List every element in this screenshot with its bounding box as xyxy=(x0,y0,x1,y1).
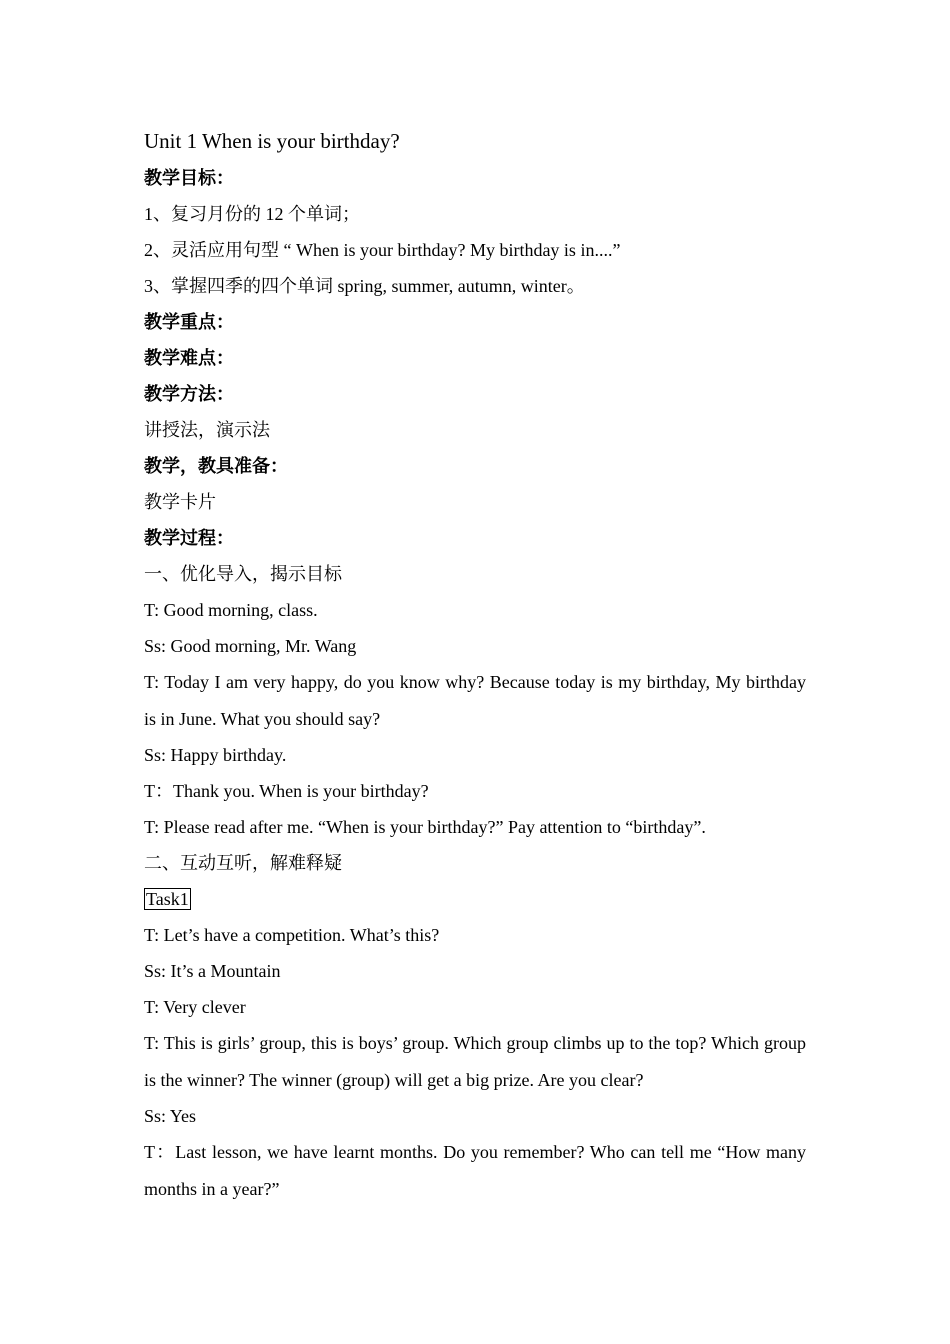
dialogue-paragraph: T: This is girls’ group, this is boys’ group. Which group climbs up to the top? Which group is the winner? The winner (group) will get a big prize. Are you clear? xyxy=(144,1033,806,1090)
methods-text: 讲授法，演示法 xyxy=(144,420,270,440)
dialogue-line: Ss: Good morning, Mr. Wang xyxy=(144,636,357,656)
dialogue-line: T: Very clever xyxy=(144,997,246,1017)
dialogue-line: T: Please read after me. “When is your birthday?” Pay attention to “birthday”. xyxy=(144,817,706,837)
objectives-heading: 教学目标： xyxy=(144,168,234,188)
dialogue-line: Ss: Happy birthday. xyxy=(144,745,287,765)
document-body xyxy=(144,126,806,1207)
preparation-heading: 教学，教具准备： xyxy=(144,456,288,476)
objective-2: 2、灵活应用句型 “ When is your birthday? My birthday is in....” xyxy=(144,240,621,260)
difficult-points-heading: 教学难点： xyxy=(144,348,234,368)
dialogue-paragraph: T：Last lesson, we have learnt months. Do you remember? Who can tell me “How many months in a year?” xyxy=(144,1142,806,1199)
methods-heading: 教学方法： xyxy=(144,384,234,404)
dialogue-line: Ss: Yes xyxy=(144,1106,197,1126)
key-points-heading: 教学重点： xyxy=(144,312,234,332)
task-label-row xyxy=(144,881,806,917)
step-2-heading: 二、互动互听，解难释疑 xyxy=(144,853,342,873)
process-heading: 教学过程： xyxy=(144,528,234,548)
objective-1: 1、复习月份的 12 个单词； xyxy=(144,204,360,224)
dialogue-line: T：Thank you. When is your birthday? xyxy=(144,781,429,801)
dialogue-paragraph: T: Today I am very happy, do you know why? Because today is my birthday, My birthday is in June. What you should say? xyxy=(144,672,806,729)
preparation-text: 教学卡片 xyxy=(144,492,216,512)
lesson-title: Unit 1 When is your birthday? xyxy=(144,129,400,153)
objective-3: 3、掌握四季的四个单词 spring, summer, autumn, winter。 xyxy=(144,276,585,296)
dialogue-line: T: Let’s have a competition. What’s this? xyxy=(144,925,440,945)
dialogue-line: T: Good morning, class. xyxy=(144,600,318,620)
task-label: Task1 xyxy=(146,889,189,909)
step-1-heading: 一、优化导入，揭示目标 xyxy=(144,564,342,584)
dialogue-line: Ss: It’s a Mountain xyxy=(144,961,281,981)
